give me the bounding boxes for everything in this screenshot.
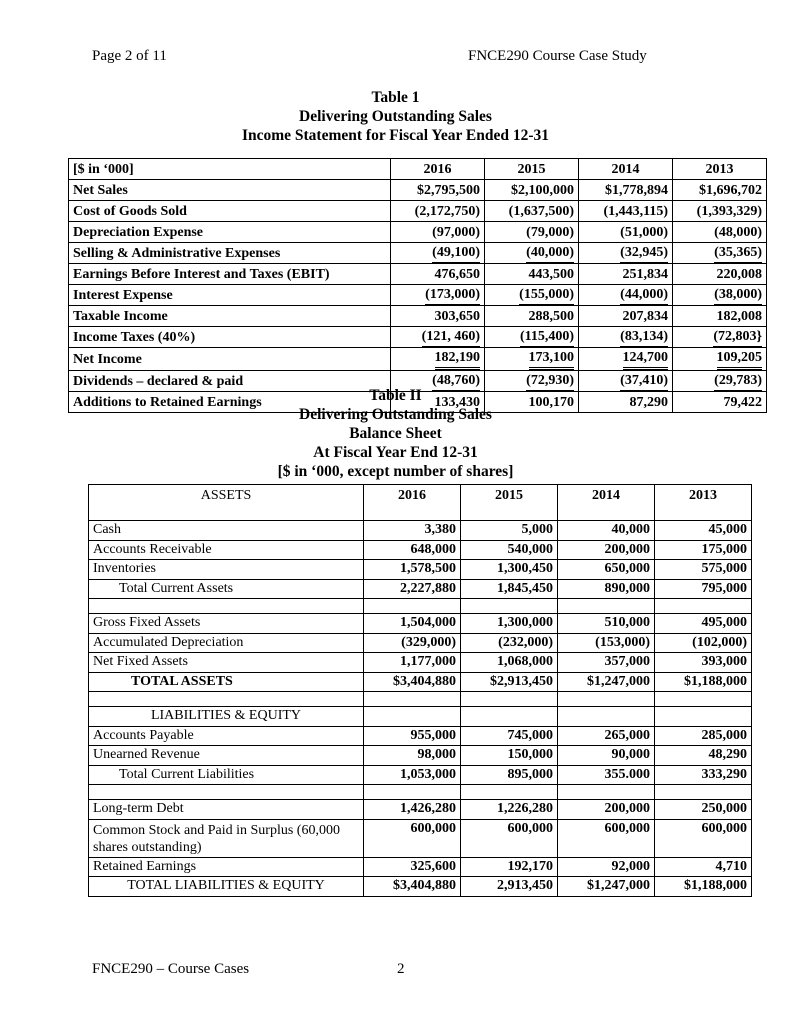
cell-income-taxes-2013: (72,803} — [673, 327, 767, 348]
table-1-caption-line-1: Table 1 — [371, 89, 420, 106]
row-label-total-assets: TOTAL ASSETS — [89, 672, 364, 692]
cell-depreciation-2013: (48,000) — [673, 222, 767, 243]
row-label-total-current-assets: Total Current Assets — [89, 579, 364, 599]
cell-cash-2013: 45,000 — [655, 521, 752, 541]
spacer-cell — [558, 692, 655, 707]
table-spacer-row — [89, 692, 752, 707]
table-row — [69, 180, 767, 201]
row-label-dividends: Dividends – declared & paid — [69, 371, 391, 392]
row-label-total-liabilities-equity: TOTAL LIABILITIES & EQUITY — [89, 877, 364, 897]
section-spacer-cell — [461, 707, 558, 727]
cell-tca-2013: 795,000 — [655, 579, 752, 599]
cell-ap-2015: 745,000 — [461, 726, 558, 746]
cell-common-stock-2013: 600,000 — [655, 819, 752, 857]
table-row — [89, 819, 752, 857]
spacer-cell — [89, 785, 364, 800]
row-label-accounts-payable: Accounts Payable — [89, 726, 364, 746]
spacer-cell — [655, 785, 752, 800]
table-row — [69, 222, 767, 243]
cell-income-taxes-2016: (121, 460) — [391, 327, 485, 348]
table-row-header — [69, 159, 767, 180]
table-2-caption-line-2: Delivering Outstanding Sales — [299, 406, 492, 423]
cell-tca-2015: 1,845,450 — [461, 579, 558, 599]
row-label-net-income: Net Income — [69, 348, 391, 371]
cell-common-stock-2014: 600,000 — [558, 819, 655, 857]
cell-cogs-2016: (2,172,750) — [391, 201, 485, 222]
cell-inventories-2015: 1,300,450 — [461, 560, 558, 580]
cell-re-2016: 325,600 — [364, 857, 461, 877]
cell-unearned-2015: 150,000 — [461, 746, 558, 766]
table-row — [89, 672, 752, 692]
footer-page-number: 2 — [397, 961, 405, 977]
spacer-cell — [655, 599, 752, 614]
document-title: FNCE290 Course Case Study — [468, 48, 647, 64]
cell-re-2013: 4,710 — [655, 857, 752, 877]
income-statement-table — [68, 158, 767, 413]
row-label-common-stock-paid-in-surplus: Common Stock and Paid in Surplus (60,000 shares outstanding) — [89, 819, 364, 857]
spacer-cell — [655, 692, 752, 707]
column-header-2015: 2015 — [485, 159, 579, 180]
cell-net-sales-2015: $2,100,000 — [485, 180, 579, 201]
row-label-ebit: Earnings Before Interest and Taxes (EBIT) — [69, 264, 391, 285]
table-row-header — [89, 485, 752, 521]
table-row — [89, 540, 752, 560]
cell-tcl-2013: 333,290 — [655, 765, 752, 785]
cell-accdep-2014: (153,000) — [558, 633, 655, 653]
cell-re-2015: 192,170 — [461, 857, 558, 877]
cell-ap-2013: 285,000 — [655, 726, 752, 746]
cell-cash-2016: 3,380 — [364, 521, 461, 541]
row-label-selling-admin-expenses: Selling & Administrative Expenses — [69, 243, 391, 264]
cell-dividends-2013: (29,783) — [673, 371, 767, 392]
table-2-caption — [0, 386, 791, 481]
spacer-cell — [558, 785, 655, 800]
column-header-2015: 2015 — [461, 485, 558, 521]
cell-tcl-2015: 895,000 — [461, 765, 558, 785]
cell-dividends-2015: (72,930) — [485, 371, 579, 392]
cell-additions-re-2015: 100,170 — [485, 392, 579, 413]
cell-nfa-2015: 1,068,000 — [461, 653, 558, 673]
cell-ap-2014: 265,000 — [558, 726, 655, 746]
cell-gfa-2013: 495,000 — [655, 614, 752, 634]
cell-common-stock-2016: 600,000 — [364, 819, 461, 857]
column-header-label: [$ in ‘000] — [69, 159, 391, 180]
cell-income-taxes-2014: (83,134) — [579, 327, 673, 348]
cell-total-assets-2016: $3,404,880 — [364, 672, 461, 692]
cell-ar-2016: 648,000 — [364, 540, 461, 560]
cell-interest-2016: (173,000) — [391, 285, 485, 306]
cell-sga-2016: (49,100) — [391, 243, 485, 264]
cell-interest-2014: (44,000) — [579, 285, 673, 306]
cell-unearned-2016: 98,000 — [364, 746, 461, 766]
table-row — [89, 746, 752, 766]
cell-inventories-2014: 650,000 — [558, 560, 655, 580]
section-spacer-cell — [364, 707, 461, 727]
table-spacer-row — [89, 785, 752, 800]
column-header-2013: 2013 — [673, 159, 767, 180]
cell-ar-2014: 200,000 — [558, 540, 655, 560]
cell-re-2014: 92,000 — [558, 857, 655, 877]
cell-total-assets-2015: $2,913,450 — [461, 672, 558, 692]
table-1-caption-line-2: Delivering Outstanding Sales — [299, 108, 492, 125]
table-row — [89, 579, 752, 599]
row-label-unearned-revenue: Unearned Revenue — [89, 746, 364, 766]
column-header-2016: 2016 — [364, 485, 461, 521]
cell-gfa-2015: 1,300,000 — [461, 614, 558, 634]
row-label-gross-fixed-assets: Gross Fixed Assets — [89, 614, 364, 634]
cell-ap-2016: 955,000 — [364, 726, 461, 746]
cell-cash-2014: 40,000 — [558, 521, 655, 541]
section-header-liabilities-equity: LIABILITIES & EQUITY — [89, 707, 364, 727]
row-label-net-fixed-assets: Net Fixed Assets — [89, 653, 364, 673]
cell-unearned-2013: 48,290 — [655, 746, 752, 766]
column-header-2014: 2014 — [558, 485, 655, 521]
table-row — [69, 243, 767, 264]
table-spacer-row — [89, 599, 752, 614]
cell-inventories-2016: 1,578,500 — [364, 560, 461, 580]
table-2-caption-line-4: At Fiscal Year End 12-31 — [313, 444, 478, 461]
table-row — [69, 201, 767, 222]
cell-cogs-2013: (1,393,329) — [673, 201, 767, 222]
cell-gfa-2014: 510,000 — [558, 614, 655, 634]
cell-net-sales-2014: $1,778,894 — [579, 180, 673, 201]
cell-interest-2013: (38,000) — [673, 285, 767, 306]
balance-sheet-table — [88, 484, 752, 897]
row-label-cost-of-goods-sold: Cost of Goods Sold — [69, 201, 391, 222]
cell-taxable-income-2015: 288,500 — [485, 306, 579, 327]
table-section-row — [89, 707, 752, 727]
footer-course-label: FNCE290 – Course Cases — [92, 961, 250, 977]
cell-tca-2016: 2,227,880 — [364, 579, 461, 599]
spacer-cell — [89, 692, 364, 707]
table-row — [69, 306, 767, 327]
cell-tcl-2014: 355.000 — [558, 765, 655, 785]
cell-ebit-2016: 476,650 — [391, 264, 485, 285]
table-2-caption-line-5: [$ in ‘000, except number of shares] — [277, 463, 514, 480]
spacer-cell — [461, 599, 558, 614]
spacer-cell — [461, 785, 558, 800]
table-row — [89, 653, 752, 673]
cell-ltd-2015: 1,226,280 — [461, 800, 558, 820]
cell-taxable-income-2014: 207,834 — [579, 306, 673, 327]
cell-tle-2016: $3,404,880 — [364, 877, 461, 897]
row-label-long-term-debt: Long-term Debt — [89, 800, 364, 820]
cell-tle-2013: $1,188,000 — [655, 877, 752, 897]
column-header-2013: 2013 — [655, 485, 752, 521]
table-row — [89, 614, 752, 634]
cell-sga-2013: (35,365) — [673, 243, 767, 264]
table-row — [89, 633, 752, 653]
row-label-inventories: Inventories — [89, 560, 364, 580]
table-1-caption-line-3: Income Statement for Fiscal Year Ended 12-31 — [241, 127, 550, 144]
cell-net-sales-2016: $2,795,500 — [391, 180, 485, 201]
cell-sga-2014: (32,945) — [579, 243, 673, 264]
row-label-net-sales: Net Sales — [69, 180, 391, 201]
cell-depreciation-2014: (51,000) — [579, 222, 673, 243]
table-row — [69, 285, 767, 306]
spacer-cell — [364, 785, 461, 800]
cell-cogs-2014: (1,443,115) — [579, 201, 673, 222]
table-row — [89, 560, 752, 580]
row-label-accumulated-depreciation: Accumulated Depreciation — [89, 633, 364, 653]
running-head — [92, 47, 699, 65]
row-label-interest-expense: Interest Expense — [69, 285, 391, 306]
column-header-2014: 2014 — [579, 159, 673, 180]
table-row — [89, 765, 752, 785]
cell-nfa-2016: 1,177,000 — [364, 653, 461, 673]
table-row — [69, 348, 767, 371]
cell-additions-re-2016: 133,430 — [391, 392, 485, 413]
spacer-cell — [461, 692, 558, 707]
table-row — [89, 857, 752, 877]
table-1-caption — [0, 88, 791, 145]
table-row — [69, 264, 767, 285]
cell-taxable-income-2016: 303,650 — [391, 306, 485, 327]
spacer-cell — [558, 599, 655, 614]
row-label-total-current-liabilities: Total Current Liabilities — [89, 765, 364, 785]
page-label: Page 2 of 11 — [92, 48, 167, 64]
cell-additions-re-2013: 79,422 — [673, 392, 767, 413]
table-2-caption-line-3: Balance Sheet — [349, 425, 442, 442]
cell-gfa-2016: 1,504,000 — [364, 614, 461, 634]
cell-common-stock-2015: 600,000 — [461, 819, 558, 857]
cell-ebit-2014: 251,834 — [579, 264, 673, 285]
section-header-assets: ASSETS — [89, 485, 364, 521]
cell-tca-2014: 890,000 — [558, 579, 655, 599]
spacer-cell — [364, 599, 461, 614]
cell-net-income-2014: 124,700 — [579, 348, 673, 371]
table-row — [69, 327, 767, 348]
row-label-additions-retained-earnings: Additions to Retained Earnings — [69, 392, 391, 413]
row-label-retained-earnings: Retained Earnings — [89, 857, 364, 877]
cell-net-income-2016: 182,190 — [391, 348, 485, 371]
cell-income-taxes-2015: (115,400) — [485, 327, 579, 348]
cell-accdep-2013: (102,000) — [655, 633, 752, 653]
cell-total-assets-2013: $1,188,000 — [655, 672, 752, 692]
cell-nfa-2014: 357,000 — [558, 653, 655, 673]
cell-additions-re-2014: 87,290 — [579, 392, 673, 413]
cell-ar-2015: 540,000 — [461, 540, 558, 560]
cell-net-sales-2013: $1,696,702 — [673, 180, 767, 201]
cell-taxable-income-2013: 182,008 — [673, 306, 767, 327]
cell-dividends-2016: (48,760) — [391, 371, 485, 392]
row-label-income-taxes: Income Taxes (40%) — [69, 327, 391, 348]
spacer-cell — [89, 599, 364, 614]
cell-dividends-2014: (37,410) — [579, 371, 673, 392]
table-row — [89, 800, 752, 820]
cell-ltd-2013: 250,000 — [655, 800, 752, 820]
cell-net-income-2013: 109,205 — [673, 348, 767, 371]
cell-net-income-2015: 173,100 — [485, 348, 579, 371]
table-2-caption-line-1: Table II — [369, 387, 422, 404]
table-row — [89, 521, 752, 541]
table-row — [89, 726, 752, 746]
cell-unearned-2014: 90,000 — [558, 746, 655, 766]
cell-tle-2014: $1,247,000 — [558, 877, 655, 897]
cell-depreciation-2016: (97,000) — [391, 222, 485, 243]
cell-sga-2015: (40,000) — [485, 243, 579, 264]
section-spacer-cell — [655, 707, 752, 727]
cell-nfa-2013: 393,000 — [655, 653, 752, 673]
cell-cash-2015: 5,000 — [461, 521, 558, 541]
cell-depreciation-2015: (79,000) — [485, 222, 579, 243]
spacer-cell — [364, 692, 461, 707]
table-row — [89, 877, 752, 897]
cell-accdep-2015: (232,000) — [461, 633, 558, 653]
page-footer — [92, 959, 712, 979]
cell-ar-2013: 175,000 — [655, 540, 752, 560]
section-spacer-cell — [558, 707, 655, 727]
cell-cogs-2015: (1,637,500) — [485, 201, 579, 222]
row-label-taxable-income: Taxable Income — [69, 306, 391, 327]
row-label-accounts-receivable: Accounts Receivable — [89, 540, 364, 560]
cell-ltd-2016: 1,426,280 — [364, 800, 461, 820]
row-label-cash: Cash — [89, 521, 364, 541]
cell-ebit-2015: 443,500 — [485, 264, 579, 285]
cell-ltd-2014: 200,000 — [558, 800, 655, 820]
cell-tcl-2016: 1,053,000 — [364, 765, 461, 785]
cell-total-assets-2014: $1,247,000 — [558, 672, 655, 692]
cell-ebit-2013: 220,008 — [673, 264, 767, 285]
cell-accdep-2016: (329,000) — [364, 633, 461, 653]
cell-interest-2015: (155,000) — [485, 285, 579, 306]
cell-tle-2015: 2,913,450 — [461, 877, 558, 897]
row-label-depreciation-expense: Depreciation Expense — [69, 222, 391, 243]
cell-inventories-2013: 575,000 — [655, 560, 752, 580]
column-header-2016: 2016 — [391, 159, 485, 180]
